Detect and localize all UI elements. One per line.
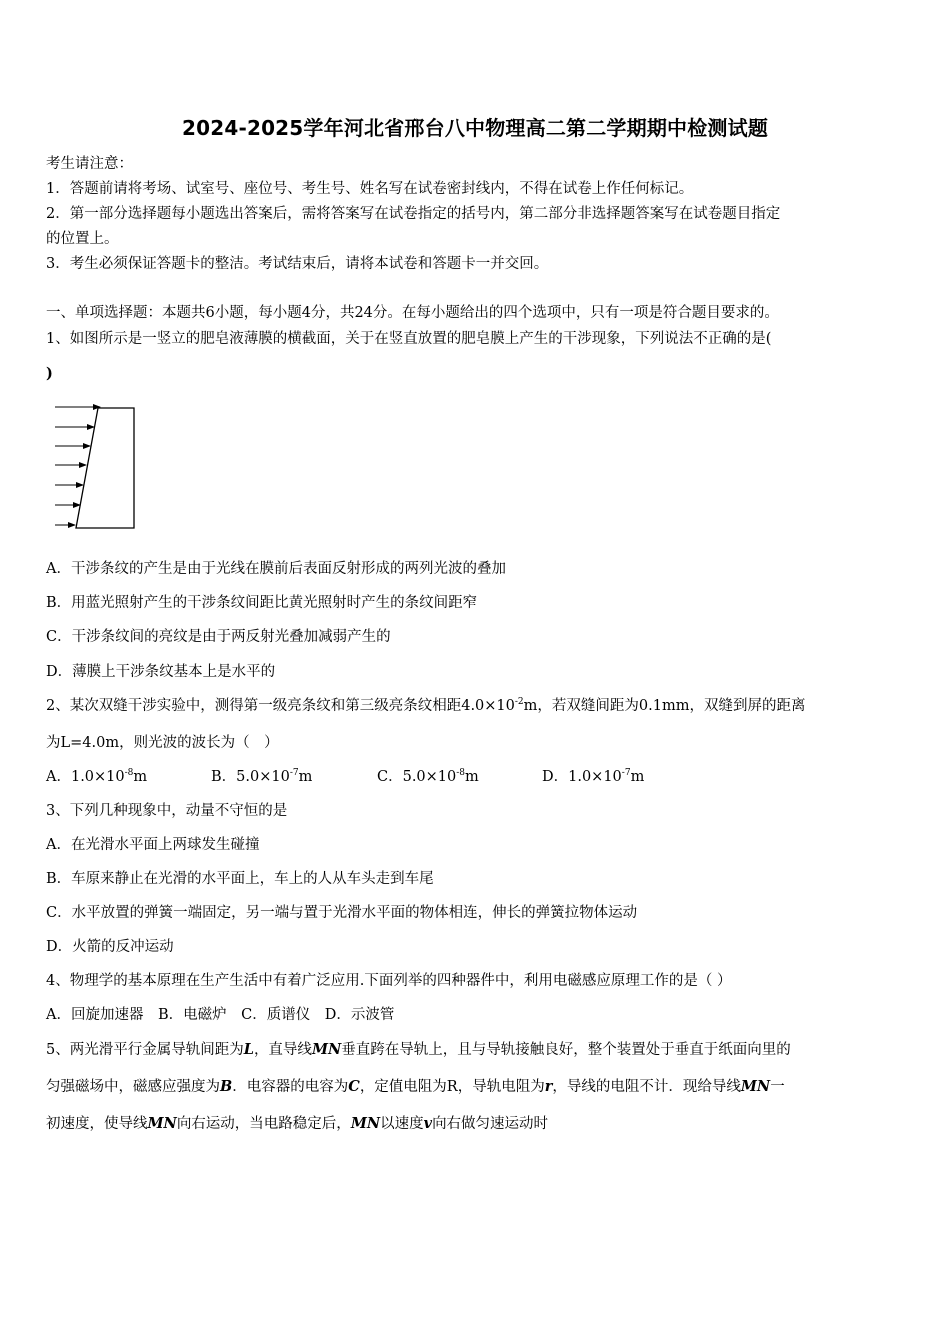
notice-item: 2．第一部分选择题每小题选出答案后，需将答案写在试卷指定的括号内，第二部分非选择题答案写在试卷题目指定 xyxy=(46,206,781,222)
soap-film-diagram xyxy=(50,398,150,538)
notice-item: 1．答题前请将考场、试室号、座位号、考生号、姓名写在试卷密封线内，不得在试卷上作任何标记。 xyxy=(46,181,694,197)
question-5-line1: 5、两光滑平行金属导轨间距为L，直导线MN垂直跨在导轨上，且与导轨接触良好，整个装置处于垂直于纸面向里的 xyxy=(46,1041,791,1058)
question-4-options: A．回旋加速器 B．电磁炉 C．质谱仪 D．示波管 xyxy=(46,1007,395,1023)
notice-item: 3．考生必须保证答题卡的整洁。考试结束后，请将本试卷和答题卡一并交回。 xyxy=(46,256,549,272)
question-3-option-c: C．水平放置的弹簧一端固定，另一端与置于光滑水平面的物体相连，伸长的弹簧拉物体运动 xyxy=(46,905,638,921)
question-1-option-d: D．薄膜上干涉条纹基本上是水平的 xyxy=(46,664,276,680)
question-3-stem: 3、下列几种现象中，动量不守恒的是 xyxy=(46,803,288,819)
question-2-stem-line2: 为L=4.0m，则光波的波长为（ ） xyxy=(46,735,279,751)
question-3-option-a: A．在光滑水平面上两球发生碰撞 xyxy=(46,837,260,853)
question-1-option-b: B．用蓝光照射产生的干涉条纹间距比黄光照射时产生的条纹间距窄 xyxy=(46,595,478,611)
question-2-option-a: A．$1.0\times 10^{-8}m$ xyxy=(46,768,148,785)
notice-item: 的位置上。 xyxy=(46,231,119,247)
question-1-stem-end: ) xyxy=(46,365,53,382)
question-1-stem: 1、如图所示是一竖立的肥皂液薄膜的横截面，关于在竖直放置的肥皂膜上产生的干涉现象，下列说法不正确的是( xyxy=(46,331,772,347)
section-heading: 一、单项选择题：本题共6小题，每小题4分，共24分。在每小题给出的四个选项中，只有一项是符合题目要求的。 xyxy=(46,305,779,321)
question-3-option-b: B．车原来静止在光滑的水平面上，车上的人从车头走到车尾 xyxy=(46,871,434,887)
question-2-option-b: B．$5.0\times 10^{-7}m$ xyxy=(211,768,313,785)
question-2-option-c: C．$5.0\times 10^{-8}m$ xyxy=(377,768,479,785)
question-2-option-d: D．$1.0\times 10^{-7}m$ xyxy=(542,768,645,785)
question-5-line3: 初速度，使导线MN向右运动，当电路稳定后，MN以速度v向右做匀速运动时 xyxy=(46,1115,549,1132)
page-title: 2024-2025学年河北省邢台八中物理高二第二学期期中检测试题 xyxy=(181,116,769,140)
question-1-option-a: A．干涉条纹的产生是由于光线在膜前后表面反射形成的两列光波的叠加 xyxy=(46,561,506,577)
notice-heading: 考生请注意： xyxy=(46,156,133,172)
question-5-line2: 匀强磁场中，磁感应强度为B．电容器的电容为C，定值电阻为R，导轨电阻为r，导线的电阻不计．现给导线MN一 xyxy=(46,1078,785,1095)
question-2-stem: 2、某次双缝干涉实验中，测得第一级亮条纹和第三级亮条纹相距$4.0\times 10^{-2}m$，若双缝间距为0.1mm，双缝到屏的距离 xyxy=(46,697,806,714)
question-1-option-c: C．干涉条纹间的亮纹是由于两反射光叠加减弱产生的 xyxy=(46,629,391,645)
film-outline xyxy=(76,408,134,528)
question-3-option-d: D．火箭的反冲运动 xyxy=(46,939,174,955)
question-4-stem: 4、物理学的基本原理在生产生活中有着广泛应用.下面列举的四种器件中，利用电磁感应原理工作的是（ ） xyxy=(46,973,732,989)
